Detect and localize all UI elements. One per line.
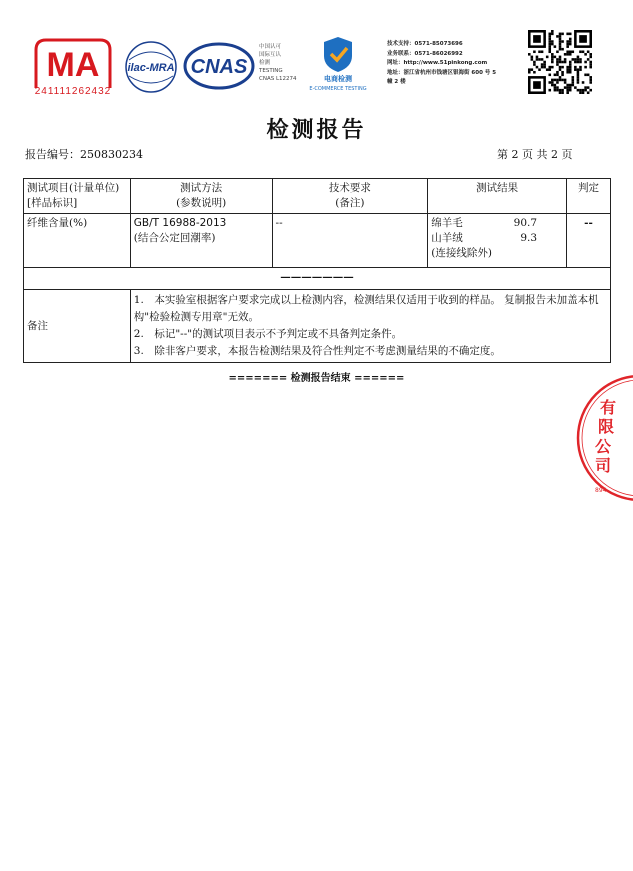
cma-logo bbox=[32, 36, 114, 96]
header-test-item bbox=[24, 179, 131, 214]
header-item-line1: 测试项目(计量单位) bbox=[27, 182, 120, 194]
contact-info bbox=[387, 40, 523, 88]
remarks-content bbox=[130, 290, 610, 363]
svg-text:894: 894 bbox=[595, 487, 607, 494]
header-method-line1: 测试方法 bbox=[180, 182, 223, 194]
result-fiber-name: 绵羊毛 bbox=[431, 217, 463, 229]
remark-item: 1. 本实验室根据客户要求完成以上检测内容，检测结果仅适用于收到的样品。 复制报告未加盖本机构"检验检测专用章"无效。 bbox=[133, 294, 599, 323]
results-table bbox=[23, 178, 611, 363]
header-test-method bbox=[130, 179, 272, 214]
contact-line: 业务联系：0571-86026992 bbox=[387, 50, 463, 57]
remarks-label: 备注 bbox=[24, 290, 131, 363]
result-fiber-value: 9.3 bbox=[520, 232, 538, 244]
accreditation-text bbox=[259, 43, 305, 83]
cert-line: 中国认可 bbox=[259, 44, 282, 50]
header-judgement-label: 判定 bbox=[578, 182, 600, 194]
report-number: 报告编号：250830234 bbox=[25, 148, 143, 161]
remark-item: 3. 除非客户要求，本报告检测结果及符合性判定不考虑测量结果的不确定度。 bbox=[133, 345, 501, 357]
result-fiber-name: 山羊绒 bbox=[431, 232, 463, 244]
svg-text:有 限 公 司: 有 限 公 司 bbox=[595, 398, 617, 475]
cnas-logo bbox=[183, 42, 255, 90]
cert-line: 检测 bbox=[259, 60, 271, 66]
ecommerce-label-cn: 电商检测 bbox=[324, 75, 352, 83]
method-note: (结合公定回潮率) bbox=[133, 232, 216, 244]
cert-line: CNAS L12274 bbox=[259, 76, 297, 82]
method-standard: GB/T 16988-2013 bbox=[133, 217, 227, 229]
remark-item: 2. 标记"--"的测试项目表示不予判定或不具备判定条件。 bbox=[133, 328, 403, 340]
header-result bbox=[428, 179, 567, 214]
remarks-row bbox=[24, 290, 611, 363]
result-line bbox=[431, 216, 563, 231]
table-header-row bbox=[24, 179, 611, 214]
cma-code: 241111262432 bbox=[34, 86, 112, 96]
qr-code bbox=[528, 30, 592, 94]
separator-row bbox=[24, 268, 611, 290]
cnas-logo-text: CNAS bbox=[190, 56, 248, 78]
header-item-line2: [样品标识] bbox=[27, 197, 78, 209]
contact-line: 幢 2 楼 bbox=[387, 79, 406, 85]
header-method-line2: (参数说明) bbox=[176, 197, 227, 209]
cell-method bbox=[130, 214, 272, 268]
result-note: (连接线除外) bbox=[431, 247, 492, 259]
cell-judgement: -- bbox=[567, 214, 611, 268]
header-req-line2: (备注) bbox=[335, 197, 365, 209]
cell-result bbox=[428, 214, 567, 268]
cell-item: 纤维含量(%) bbox=[24, 214, 131, 268]
report-end-marker: ======= 检测报告结束 ====== bbox=[228, 373, 405, 384]
official-seal bbox=[548, 368, 633, 503]
page-indicator: 第 2 页 共 2 页 bbox=[497, 148, 573, 161]
header-judgement bbox=[567, 179, 611, 214]
ilac-mra-logo bbox=[121, 40, 181, 96]
table-row bbox=[24, 214, 611, 268]
cert-line: TESTING bbox=[259, 68, 283, 74]
ecommerce-testing-logo bbox=[307, 34, 369, 92]
cma-logo-text: MA bbox=[46, 46, 100, 84]
header-requirement bbox=[272, 179, 428, 214]
header-result-label: 测试结果 bbox=[476, 182, 519, 194]
separator-line: ——————— bbox=[24, 268, 611, 290]
contact-line: 技术支持：0571-85073696 bbox=[387, 41, 463, 47]
contact-line: 地址：浙江省杭州市钱塘区银海街 600 号 5 bbox=[387, 69, 497, 76]
ecommerce-label-en: E-COMMERCE TESTING bbox=[309, 86, 367, 92]
cert-line: 国际互认 bbox=[259, 52, 282, 58]
contact-line: 网址：http://www.51pinkong.com bbox=[387, 60, 488, 66]
result-fiber-value: 90.7 bbox=[513, 217, 538, 229]
ilac-logo-text: ilac-MRA bbox=[127, 62, 175, 74]
cell-requirement: -- bbox=[272, 214, 428, 268]
report-title: 检测报告 bbox=[266, 117, 367, 143]
header-req-line1: 技术要求 bbox=[328, 182, 371, 194]
result-line bbox=[431, 231, 563, 246]
